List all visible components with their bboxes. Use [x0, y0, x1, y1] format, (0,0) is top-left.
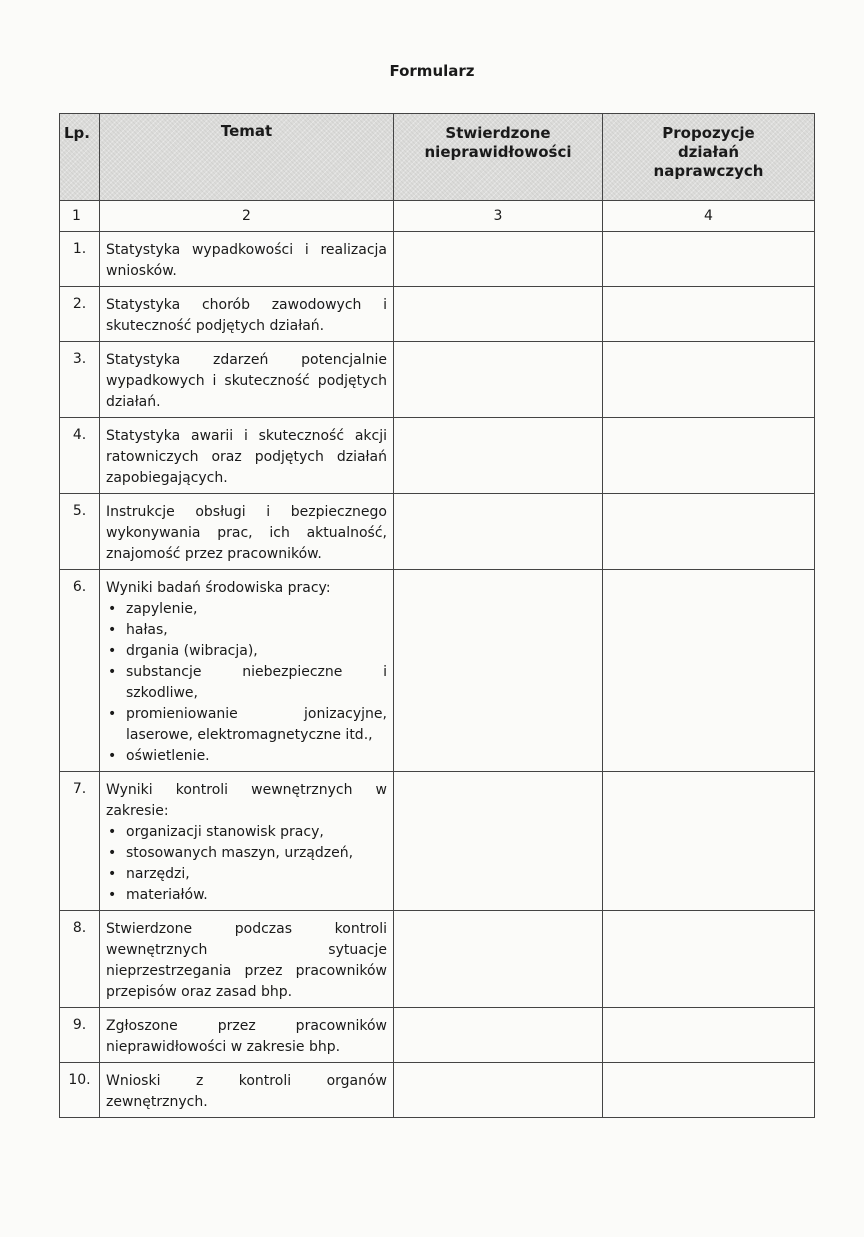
row-topic: [100, 911, 394, 1008]
corrective-actions-cell[interactable]: [603, 1008, 815, 1063]
header-row: [60, 114, 815, 201]
table-row: [60, 418, 815, 494]
corrective-actions-cell[interactable]: [603, 911, 815, 1008]
topic-bullet-list: [106, 822, 387, 906]
irregularities-cell[interactable]: [394, 494, 603, 570]
corrective-actions-cell[interactable]: [603, 1063, 815, 1118]
column-number: 1: [60, 201, 100, 232]
header-irregularities: Stwierdzone nieprawidłowości: [394, 114, 603, 201]
bullet-item: • hałas,: [120, 620, 387, 641]
row-number: 7.: [60, 772, 100, 911]
header-corrective-actions: Propozycje działań naprawczych: [603, 114, 815, 201]
table-row: [60, 911, 815, 1008]
topic-text: Statystyka chorób zawodowych i skuteczność podjętych działań.: [106, 297, 387, 334]
row-topic: [100, 1008, 394, 1063]
row-number: 5.: [60, 494, 100, 570]
table-row: [60, 494, 815, 570]
table-row: [60, 287, 815, 342]
bullet-item: • substancje niebezpieczne i szkodliwe,: [120, 662, 387, 704]
irregularities-cell[interactable]: [394, 1008, 603, 1063]
table-row: [60, 1008, 815, 1063]
irregularities-cell[interactable]: [394, 232, 603, 287]
corrective-actions-cell[interactable]: [603, 287, 815, 342]
row-number: 4.: [60, 418, 100, 494]
column-number: 2: [100, 201, 394, 232]
column-number: 3: [394, 201, 603, 232]
irregularities-cell[interactable]: [394, 342, 603, 418]
table-row: [60, 772, 815, 911]
irregularities-cell[interactable]: [394, 418, 603, 494]
irregularities-cell[interactable]: [394, 1063, 603, 1118]
row-number: 10.: [60, 1063, 100, 1118]
bullet-item: • zapylenie,: [120, 599, 387, 620]
table-body: [60, 232, 815, 1118]
irregularities-cell[interactable]: [394, 570, 603, 772]
row-topic: [100, 570, 394, 772]
row-topic: [100, 494, 394, 570]
corrective-actions-cell[interactable]: [603, 570, 815, 772]
irregularities-cell[interactable]: [394, 772, 603, 911]
bullet-item: • stosowanych maszyn, urządzeń,: [120, 843, 387, 864]
irregularities-cell[interactable]: [394, 287, 603, 342]
topic-text: Statystyka zdarzeń potencjalnie wypadkowych i skuteczność podjętych działań.: [106, 352, 387, 410]
column-number-row: [60, 201, 815, 232]
row-topic: [100, 772, 394, 911]
page-title: Formularz: [389, 62, 475, 80]
topic-text: Wnioski z kontroli organów zewnętrznych.: [106, 1073, 387, 1110]
row-number: 1.: [60, 232, 100, 287]
topic-text: Statystyka wypadkowości i realizacja wniosków.: [106, 242, 387, 279]
row-number: 2.: [60, 287, 100, 342]
corrective-actions-cell[interactable]: [603, 494, 815, 570]
row-topic: [100, 1063, 394, 1118]
corrective-actions-cell[interactable]: [603, 772, 815, 911]
topic-text: Instrukcje obsługi i bezpiecznego wykonywania prac, ich aktualność, znajomość przez pracowników.: [106, 504, 387, 562]
bullet-item: • organizacji stanowisk pracy,: [120, 822, 387, 843]
topic-text: Wyniki badań środowiska pracy:: [106, 580, 331, 596]
form-table: [59, 113, 815, 1118]
row-number: 6.: [60, 570, 100, 772]
column-number: 4: [603, 201, 815, 232]
topic-text: Zgłoszone przez pracowników nieprawidłowości w zakresie bhp.: [106, 1018, 387, 1055]
irregularities-cell[interactable]: [394, 911, 603, 1008]
table-row: [60, 1063, 815, 1118]
topic-bullet-list: [106, 599, 387, 767]
topic-text: Wyniki kontroli wewnętrznych w zakresie:: [106, 782, 387, 819]
bullet-item: • drgania (wibracja),: [120, 641, 387, 662]
corrective-actions-cell[interactable]: [603, 342, 815, 418]
corrective-actions-cell[interactable]: [603, 232, 815, 287]
bullet-item: • oświetlenie.: [120, 746, 387, 767]
row-topic: [100, 418, 394, 494]
table-row: [60, 570, 815, 772]
row-number: 8.: [60, 911, 100, 1008]
table-row: [60, 342, 815, 418]
row-number: 9.: [60, 1008, 100, 1063]
row-topic: [100, 287, 394, 342]
topic-text: Statystyka awarii i skuteczność akcji ratowniczych oraz podjętych działań zapobiegających.: [106, 428, 387, 486]
header-topic: Temat: [100, 114, 394, 201]
bullet-item: • materiałów.: [120, 885, 387, 906]
header-lp: Lp.: [60, 114, 100, 201]
table-row: [60, 232, 815, 287]
topic-text: Stwierdzone podczas kontroli wewnętrznych sytuacje nieprzestrzegania przez pracowników przepisów oraz zasad bhp.: [106, 921, 387, 1000]
corrective-actions-cell[interactable]: [603, 418, 815, 494]
bullet-item: • promieniowanie jonizacyjne, laserowe, elektromagnetyczne itd.,: [120, 704, 387, 746]
row-number: 3.: [60, 342, 100, 418]
row-topic: [100, 232, 394, 287]
row-topic: [100, 342, 394, 418]
bullet-item: • narzędzi,: [120, 864, 387, 885]
